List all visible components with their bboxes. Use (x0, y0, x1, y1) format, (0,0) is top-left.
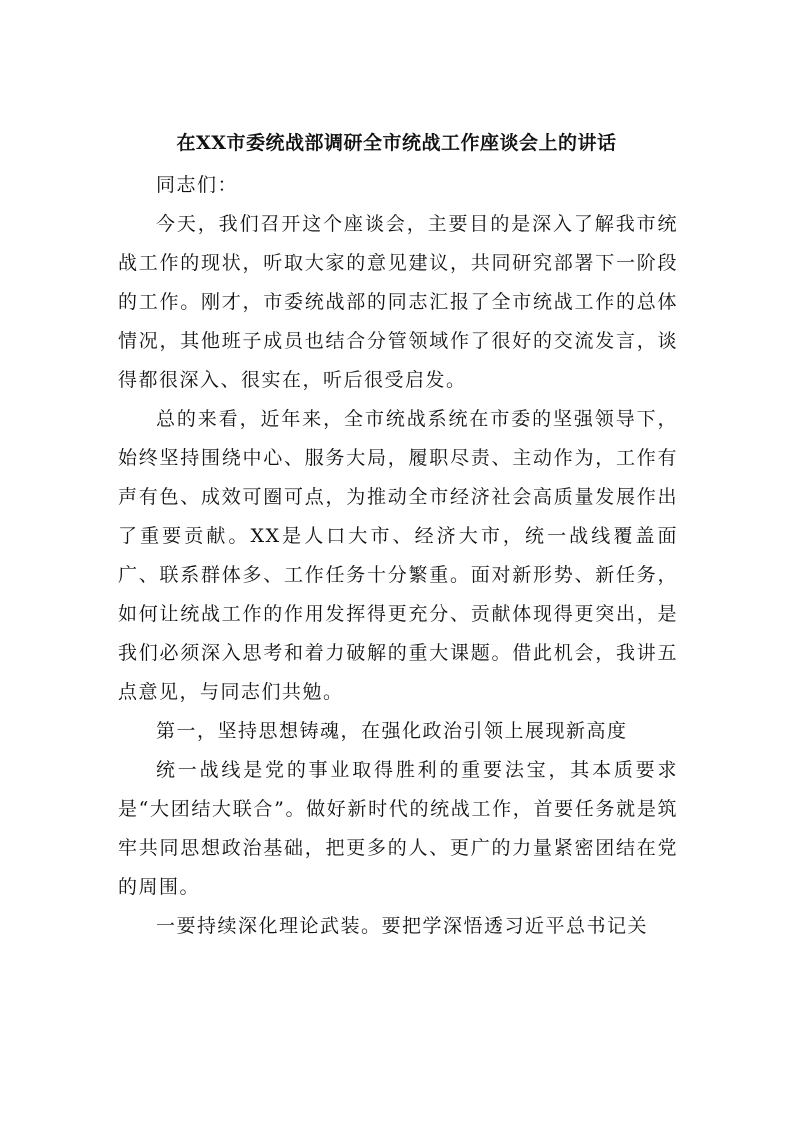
document-body (118, 166, 678, 946)
section-1-point-1-paragraph: 一要持续深化理论武装。要把学深悟透习近平总书记关 (156, 915, 649, 937)
opening-paragraph: 今天，我们召开这个座谈会，主要目的是深入了解我市统战工作的现状，听取大家的意见建议，共同研究部署下一阶段的工作。刚才，市委统战部的同志汇报了全市统战工作的总体情况，其他班子成员也结合分管领域作了很好的交流发言，谈得都很深入、很实在，听后很受启发。 (118, 213, 678, 391)
section-heading-1: 第一，坚持思想铸魂，在强化政治引领上展现新高度 (156, 720, 628, 742)
section-1-intro-paragraph: 统一战线是党的事业取得胜利的重要法宝，其本质要求是“大团结大联合”。做好新时代的统战工作，首要任务就是筑牢共同思想政治基础，把更多的人、更广的力量紧密团结在党的周围。 (118, 759, 678, 898)
summary-paragraph: 总的来看，近年来，全市统战系统在市委的坚强领导下，始终坚持围绕中心、服务大局，履职尽责、主动作为，工作有声有色、成效可圈可点，为推动全市经济社会高质量发展作出了重要贡献。XX是人口大市、经济大市，统一战线覆盖面广、联系群体多、工作任务十分繁重。面对新形势、新任务，如何让统战工作的作用发挥得更充分、贡献体现得更突出，是我们必须深入思考和着力破解的重大课题。借此机会，我讲五点意见，与同志们共勉。 (118, 408, 678, 703)
salutation-paragraph: 同志们： (156, 174, 239, 196)
document-title: 在XX市委统战部调研全市统战工作座谈会上的讲话 (176, 132, 617, 154)
